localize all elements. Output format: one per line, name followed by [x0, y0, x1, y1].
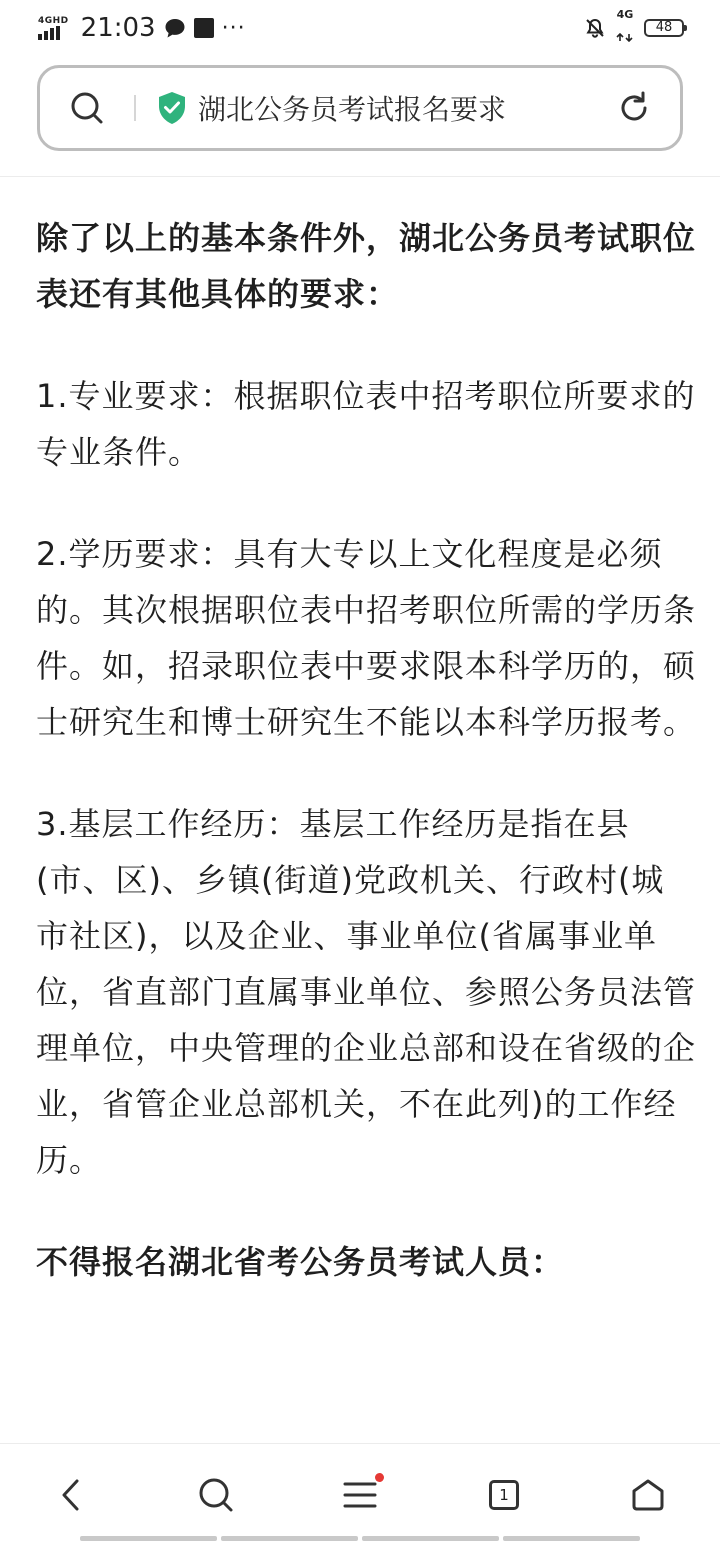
home-button[interactable] — [608, 1455, 688, 1535]
bottom-navigation — [0, 1443, 720, 1544]
net-type-label: 4G — [616, 7, 634, 21]
menu-icon — [343, 1480, 377, 1510]
search-icon — [197, 1476, 235, 1514]
back-button[interactable] — [32, 1455, 112, 1535]
chat-bubble-icon — [164, 17, 186, 39]
menu-button[interactable] — [320, 1455, 400, 1535]
status-left — [38, 13, 246, 43]
net-type-indicator — [616, 9, 634, 48]
tabs-button[interactable] — [464, 1455, 544, 1535]
battery-icon — [644, 19, 684, 37]
signal-bars-icon — [38, 26, 60, 40]
refresh-button[interactable] — [588, 90, 680, 126]
article-paragraph: 3.基层工作经历：基层工作经历是指在县(市、区)、乡镇(街道)党政机关、行政村(城市社区)，以及企业、事业单位(省属事业单位，省直部门直属事业单位、参照公务员法管理单位，中央管理的企业总部和设在省级的企业，省管企业总部机关，不在此列)的工作经历。 — [36, 805, 697, 1179]
tabs-icon — [489, 1480, 519, 1510]
data-arrows-icon — [616, 33, 634, 42]
shield-check-icon — [156, 91, 188, 125]
chevron-left-icon — [57, 1478, 87, 1512]
search-nav-button[interactable] — [176, 1455, 256, 1535]
search-button[interactable] — [40, 90, 134, 126]
article-paragraph: 2.学历要求：具有大专以上文化程度是必须的。其次根据职位表中招考职位所需的学历条件。如，招录职位表中要求限本科学历的，硕士研究生和博士研究生不能以本科学历报考。 — [36, 535, 697, 741]
status-right — [584, 9, 684, 48]
article-heading: 不得报名湖北省考公务员考试人员： — [36, 1243, 565, 1281]
battery-level: 48 — [655, 20, 673, 35]
address-bar-divider — [134, 95, 136, 121]
home-icon — [631, 1478, 665, 1512]
gesture-bar — [80, 1536, 640, 1541]
more-notifications-icon: ··· — [221, 15, 246, 41]
notification-badge — [375, 1473, 384, 1482]
signal-indicator — [38, 16, 69, 40]
article-content — [36, 210, 696, 1290]
tab-count: 1 — [499, 1485, 509, 1504]
refresh-icon — [616, 90, 652, 126]
search-query-text[interactable]: 湖北公务员考试报名要求 — [198, 93, 507, 126]
article-heading: 除了以上的基本条件外，湖北公务员考试职位表还有其他具体的要求： — [36, 219, 697, 313]
notification-square-icon — [194, 18, 214, 38]
network-label: 4GHD — [38, 16, 69, 26]
header-separator — [0, 176, 720, 177]
search-icon — [69, 90, 105, 126]
status-time: 21:03 — [80, 13, 156, 43]
article-paragraph: 1.专业要求：根据职位表中招考职位所要求的专业条件。 — [36, 377, 696, 471]
address-bar[interactable] — [37, 65, 683, 151]
status-bar — [0, 0, 720, 56]
bell-muted-icon — [584, 17, 606, 39]
